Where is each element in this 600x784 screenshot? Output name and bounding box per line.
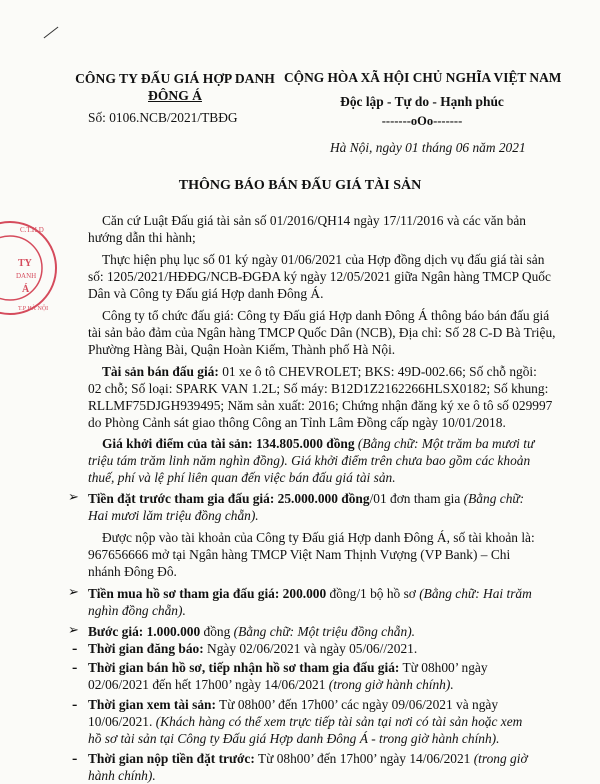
national-motto: Độc lập - Tự do - Hạnh phúc <box>340 94 504 109</box>
document-sale-time: Thời gian bán hồ sơ, tiếp nhận hồ sơ tham gia đấu giá: Từ 08h00’ ngày <box>88 660 488 675</box>
svg-text:TY: TY <box>18 258 32 269</box>
dash-bullet: - <box>72 640 78 657</box>
svg-text:Á: Á <box>22 284 30 295</box>
notice-time: Thời gian đăng báo: Ngày 02/06/2021 và ngày 05/06//2021. <box>88 641 418 656</box>
paragraph-contract: Thực hiện phụ lục số 01 ký ngày 01/06/2021 của Hợp đồng dịch vụ đấu giá tài sản <box>102 252 545 267</box>
header-separator: -------oOo------- <box>381 114 463 128</box>
reference-number: Số: 0106.NCB/2021/TBĐG <box>88 110 238 125</box>
national-title: CỘNG HÒA XÃ HỘI CHỦ NGHĨA VIỆT NAM <box>284 70 562 85</box>
svg-text:DANH: DANH <box>16 272 37 280</box>
pen-stroke <box>44 27 59 39</box>
application-fee: Tiền mua hồ sơ tham gia đấu giá: 200.000 đồng/1 bộ hồ sơ (Bằng chữ: Hai trăm <box>88 586 532 601</box>
dash-bullet: - <box>72 750 78 767</box>
bank-account: Được nộp vào tài khoản của Công ty Đấu giá Hợp danh Đông Á, số tài khoản là: <box>102 530 535 545</box>
place-date: Hà Nội, ngày 01 tháng 06 năm 2021 <box>330 140 526 155</box>
asset-description: Tài sản bán đấu giá: 01 xe ô tô CHEVROLET; BKS: 49D-002.66; Số chỗ ngồi: <box>102 364 537 379</box>
paragraph-legal-basis: Căn cứ Luật Đấu giá tài sản số 01/2016/QH14 ngày 17/11/2016 và các văn bản <box>102 213 527 228</box>
arrow-bullet-icon: ➢ <box>68 489 79 504</box>
document-body: Căn cứ Luật Đấu giá tài sản số 01/2016/QH14 ngày 17/11/2016 và các văn bản hướng dẫn thi hành; Thực hiện phụ lục số 01 ký ngày 01/06/2021 của Hợp đồng dịch vụ đấu giá tài sản số: 1205/2021/HĐĐG/NCB-ĐGĐA ký ngày 12/05/2021 giữa Ngân hàng TMCP Quốc Dân và Công ty Đấu giá Hợp danh Đông Á. Công ty tổ chức đấu giá: Công ty Đấu giá Hợp danh Đông Á thông báo bán đấu giá tài sản bảo đảm của Ngân hàng TMCP Quốc Dân (NCB), Địa chỉ: Số 28 C-D Bà Triệu, Phường Hàng Bài, Quận Hoàn Kiếm, Thành phố Hà Nội. Tài sản bán đấu giá: 01 xe ô tô CHEVROLET; BKS: 49D-002.66; Số chỗ ngồi: 02 chỗ; Số loại: SPARK VAN 1.2L; Số máy: B12D1Z2162266HLSX0182; Số khung: RLLMF75DJGH939495; Năm sản xuất: 2016; Chứng nhận đăng ký xe ô tô số 029997 do Phòng Cảnh sát giao thông Công an Tỉnh Lâm Đồng cấp ngày 10/01/2018. Giá khởi điểm của tài sản: 134.805.000 đồng (Bằng chữ: Một trăm ba mươi tư triệu tám trăm linh năm nghìn đồng). Giá khởi điểm trên chưa bao gồm các khoản thuế, phí và lệ phí liên quan đến việc bán đấu giá tài sản. ➢ Tiền đặt trước tham gia đấu giá: 25.000.000 đồng/01 đơn tham gia (Bằng chữ: Hai mươi lăm triệu đồng chẵn). Được nộp vào tài khoản của Công ty Đấu giá Hợp danh Đông Á, số tài khoản là: 967656666 mở tại Ngân hàng TMCP Việt Nam Thịnh Vượng (VP Bank) – Chi nhánh Đông Đô. ➢ Tiền mua hồ sơ tham gia đấu giá: 200.000 đồng/1 bộ hồ sơ (Bằng chữ: Hai trăm nghìn đồng chẵn). ➢ Bước giá: 1.000.000 đồng (Bằng chữ: Một triệu đồng chẵn). - Thời gian đăng báo: Ngày 02/06/2021 và ngày 05/06//2021. - Thời gian bán hồ sơ, tiếp nhận hồ sơ tham gia đấu giá: Từ 08h00’ ngày 02/06/2021 đến hết 17h00’ ngày 14/06/2021 (trong giờ hành chính). - Thời gian xem tài sản: Từ 08h00’ đến 17h00’ các ngày 09/06/2021 và ngày 10/06/2021. (Khách hàng có thể xem trực tiếp tài sản tại nơi có tài sản hoặc xem hồ sơ tài sản tại Công ty Đấu giá Hợp danh Đông Á - trong giờ hành chính). - Thời gian nộp tiền đặt trước: Từ 08h00’ đến 17h00’ ngày 14/06/2021 (trong giờ hành chính). <box>68 213 556 783</box>
document-title: THÔNG BÁO BÁN ĐẤU GIÁ TÀI SẢN <box>178 178 422 193</box>
svg-text:C.T.H.D: C.T.H.D <box>20 226 44 234</box>
arrow-bullet-icon: ➢ <box>68 622 79 637</box>
starting-price: Giá khởi điểm của tài sản: 134.805.000 đồng (Bằng chữ: Một trăm ba mươi tư <box>102 436 535 451</box>
arrow-bullet-icon: ➢ <box>68 584 79 599</box>
deposit-payment-time: Thời gian nộp tiền đặt trước: Từ 08h00’ đến 17h00’ ngày 14/06/2021 (trong giờ <box>88 751 528 766</box>
dash-bullet: - <box>72 659 78 676</box>
deposit-amount: Tiền đặt trước tham gia đấu giá: 25.000.000 đồng/01 đơn tham gia (Bằng chữ: <box>88 491 525 506</box>
paragraph-organizer: Công ty tổ chức đấu giá: Công ty Đấu giá Hợp danh Đông Á thông báo bán đấu giá <box>102 308 550 323</box>
company-name: CÔNG TY ĐẤU GIÁ HỢP DANH ĐÔNG Á <box>75 71 275 103</box>
asset-viewing-time: Thời gian xem tài sản: Từ 08h00’ đến 17h00’ các ngày 09/06/2021 và ngày <box>88 697 499 712</box>
company-stamp <box>0 218 60 318</box>
dash-bullet: - <box>72 696 78 713</box>
bid-step: Bước giá: 1.000.000 đồng (Bằng chữ: Một triệu đồng chẵn). <box>88 624 415 639</box>
svg-text:T.P HÀ NỘI: T.P HÀ NỘI <box>18 306 49 312</box>
